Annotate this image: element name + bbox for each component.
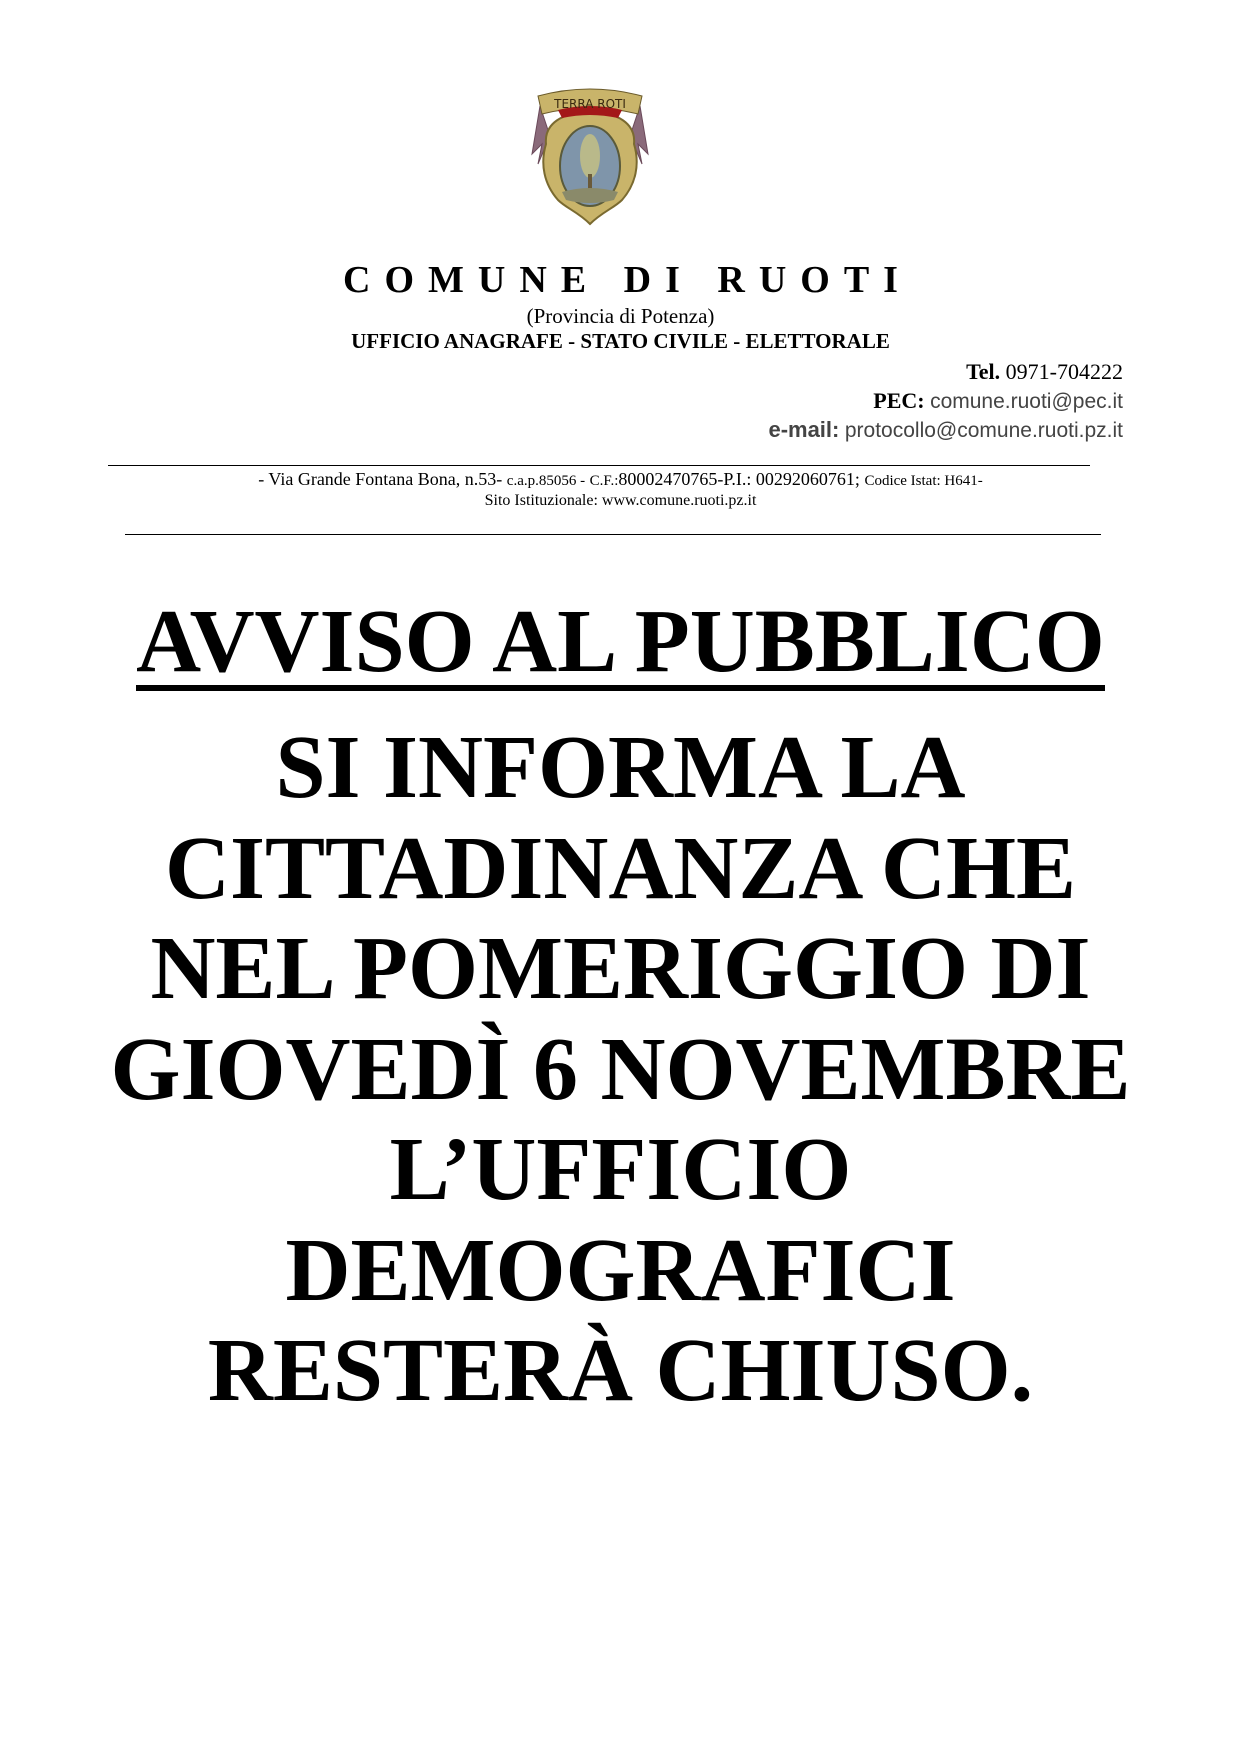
notice-line: SI INFORMA LA xyxy=(275,718,966,817)
istat-code: Codice Istat: H641- xyxy=(864,473,983,489)
office-name: UFFICIO ANAGRAFE - STATO CIVILE - ELETTORALE xyxy=(351,329,890,353)
notice-title-wrap xyxy=(0,592,1241,692)
notice-line: NEL POMERIGGIO DI xyxy=(150,919,1091,1018)
cf-pi: 80002470765-P.I.: 00292060761; xyxy=(618,469,860,489)
phone-line xyxy=(966,359,1123,385)
cap: c.a.p.85056 - xyxy=(506,473,586,489)
email-label: e-mail: xyxy=(768,417,840,442)
notice-line: GIOVEDÌ 6 NOVEMBRE xyxy=(110,1019,1131,1119)
email-value[interactable]: protocollo@comune.ruoti.pz.it xyxy=(844,419,1123,442)
notice-line: L’UFFICIO xyxy=(389,1120,852,1219)
email-line xyxy=(768,417,1123,443)
divider xyxy=(125,534,1101,535)
website: Sito Istituzionale: www.comune.ruoti.pz.it xyxy=(484,492,757,509)
phone-label: Tel. xyxy=(966,359,1001,384)
pec-line xyxy=(873,388,1123,414)
address-line xyxy=(0,469,1241,490)
notice-line: RESTERÀ CHIUSO. xyxy=(207,1321,1034,1420)
notice-line: DEMOGRAFICI xyxy=(285,1220,956,1320)
notice-body xyxy=(0,718,1241,1422)
coat-of-arms-logo xyxy=(518,84,662,226)
svg-text:TERRA ROTI: TERRA ROTI xyxy=(554,97,626,111)
phone-value: 0971-704222 xyxy=(1005,359,1123,384)
notice-line: CITTADINANZA CHE xyxy=(165,818,1076,918)
street: - Via Grande Fontana Bona, n.53- xyxy=(258,469,503,489)
notice-title: AVVISO AL PUBBLICO xyxy=(136,592,1105,691)
cf-label: C.F.: xyxy=(589,473,619,489)
divider xyxy=(108,465,1090,466)
pec-label: PEC: xyxy=(873,388,925,413)
pec-value[interactable]: comune.ruoti@pec.it xyxy=(930,390,1123,413)
province: (Provincia di Potenza) xyxy=(526,304,715,328)
municipality-name: COMUNE DI RUOTI xyxy=(343,259,912,301)
